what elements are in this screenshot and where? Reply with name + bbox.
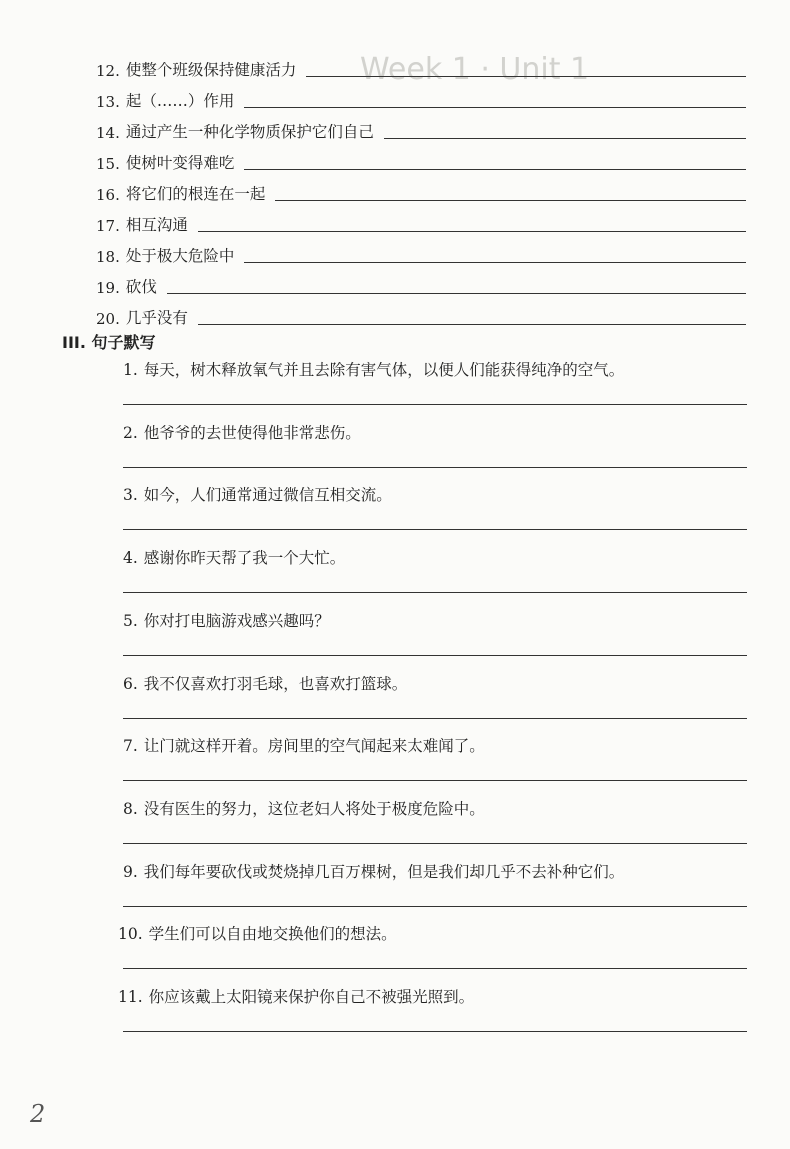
- answer-line[interactable]: [123, 843, 747, 844]
- answer-line[interactable]: [123, 780, 747, 781]
- sentence-text: 每天，树木释放氧气并且去除有害气体，以便人们能获得纯净的空气。: [143, 361, 625, 379]
- phrase-item: [96, 236, 746, 266]
- answer-line[interactable]: [123, 1031, 747, 1032]
- phrase-number: 12.: [96, 62, 120, 80]
- phrase-number: 15.: [96, 155, 120, 173]
- sentence-number: 6.: [123, 674, 138, 693]
- answer-blank[interactable]: [244, 261, 746, 263]
- phrase-text: 处于极大危险中: [125, 247, 235, 265]
- sentence-number: 2.: [123, 423, 138, 442]
- phrase-item: [96, 298, 746, 328]
- sentence-number: 4.: [123, 549, 138, 568]
- answer-line[interactable]: [123, 529, 747, 530]
- show-through-header: Week 1 · Unit 1: [360, 52, 590, 87]
- phrase-number: 19.: [96, 279, 120, 297]
- sentence-number: 3.: [123, 486, 138, 505]
- sentence-number: 5.: [123, 611, 138, 630]
- sentence-item: [123, 797, 747, 819]
- answer-blank[interactable]: [384, 137, 746, 139]
- phrase-number: 16.: [96, 186, 120, 204]
- answer-line[interactable]: [123, 655, 747, 656]
- sentence-text: 让门就这样开着。房间里的空气闻起来太难闻了。: [143, 737, 485, 756]
- sentence-item: [123, 483, 747, 505]
- answer-line[interactable]: [123, 906, 747, 907]
- phrase-item: [96, 112, 746, 142]
- sentence-item: [123, 860, 747, 882]
- sentence-item: [123, 672, 747, 694]
- answer-line[interactable]: [123, 592, 747, 593]
- phrase-number: 13.: [96, 93, 120, 111]
- sentence-item: [123, 734, 747, 756]
- phrase-text: 通过产生一种化学物质保护它们自己: [125, 123, 374, 141]
- sentence-text: 如今，人们通常通过微信互相交流。: [143, 486, 392, 505]
- sentence-text: 没有医生的努力，这位老妇人将处于极度危险中。: [143, 799, 485, 818]
- section-title: III. 句子默写: [62, 333, 156, 352]
- sentence-text: 你对打电脑游戏感兴趣吗？: [143, 611, 330, 630]
- sentence-text: 我不仅喜欢打羽毛球，也喜欢打篮球。: [143, 674, 408, 693]
- phrase-number: 20.: [96, 310, 120, 328]
- answer-line[interactable]: [123, 404, 747, 405]
- answer-line[interactable]: [123, 968, 747, 969]
- sentence-item: [123, 546, 747, 568]
- answer-line[interactable]: [123, 467, 747, 468]
- answer-line[interactable]: [123, 718, 747, 719]
- sentence-number: 10.: [118, 925, 143, 944]
- sentence-text: 我们每年要砍伐或焚烧掉几百万棵树，但是我们却几乎不去补种它们。: [143, 862, 625, 881]
- answer-blank[interactable]: [244, 168, 746, 170]
- phrase-number: 14.: [96, 124, 120, 142]
- sentence-item: [123, 421, 747, 443]
- phrase-text: 使整个班级保持健康活力: [125, 61, 297, 79]
- answer-blank[interactable]: [198, 230, 746, 232]
- answer-blank[interactable]: [244, 106, 746, 108]
- answer-blank[interactable]: [306, 75, 746, 77]
- sentence-text: 感谢你昨天帮了我一个大忙。: [143, 549, 346, 568]
- phrase-text: 相互沟通: [125, 216, 188, 234]
- sentence-item: [123, 358, 747, 380]
- sentence-item: [118, 922, 742, 944]
- phrase-text: 使树叶变得难吃: [125, 154, 235, 172]
- phrase-number: 18.: [96, 248, 120, 266]
- sentence-number: 9.: [123, 862, 138, 881]
- sentence-item: [118, 985, 742, 1007]
- sentence-text: 你应该戴上太阳镜来保护你自己不被强光照到。: [148, 988, 475, 1006]
- phrase-item: [96, 81, 746, 111]
- phrase-item: [96, 50, 746, 80]
- sentence-number: 1.: [123, 361, 138, 379]
- phrase-number: 17.: [96, 217, 120, 235]
- phrase-text: 砍伐: [125, 278, 157, 296]
- phrase-item: [96, 205, 746, 235]
- phrase-text: 几乎没有: [125, 309, 188, 327]
- answer-blank[interactable]: [167, 292, 746, 294]
- answer-blank[interactable]: [275, 199, 746, 201]
- page-number: 2: [30, 1100, 46, 1128]
- phrase-text: 起（……）作用: [125, 92, 235, 110]
- phrase-text: 将它们的根连在一起: [125, 185, 266, 203]
- sentence-number: 8.: [123, 799, 138, 818]
- sentence-text: 他爷爷的去世使得他非常悲伤。: [143, 423, 361, 442]
- sentence-number: 11.: [118, 988, 143, 1006]
- phrase-item: [96, 143, 746, 173]
- sentence-number: 7.: [123, 737, 138, 756]
- phrase-item: [96, 174, 746, 204]
- sentence-item: [123, 609, 747, 631]
- phrase-item: [96, 267, 746, 297]
- sentence-text: 学生们可以自由地交换他们的想法。: [148, 925, 397, 944]
- answer-blank[interactable]: [198, 323, 746, 325]
